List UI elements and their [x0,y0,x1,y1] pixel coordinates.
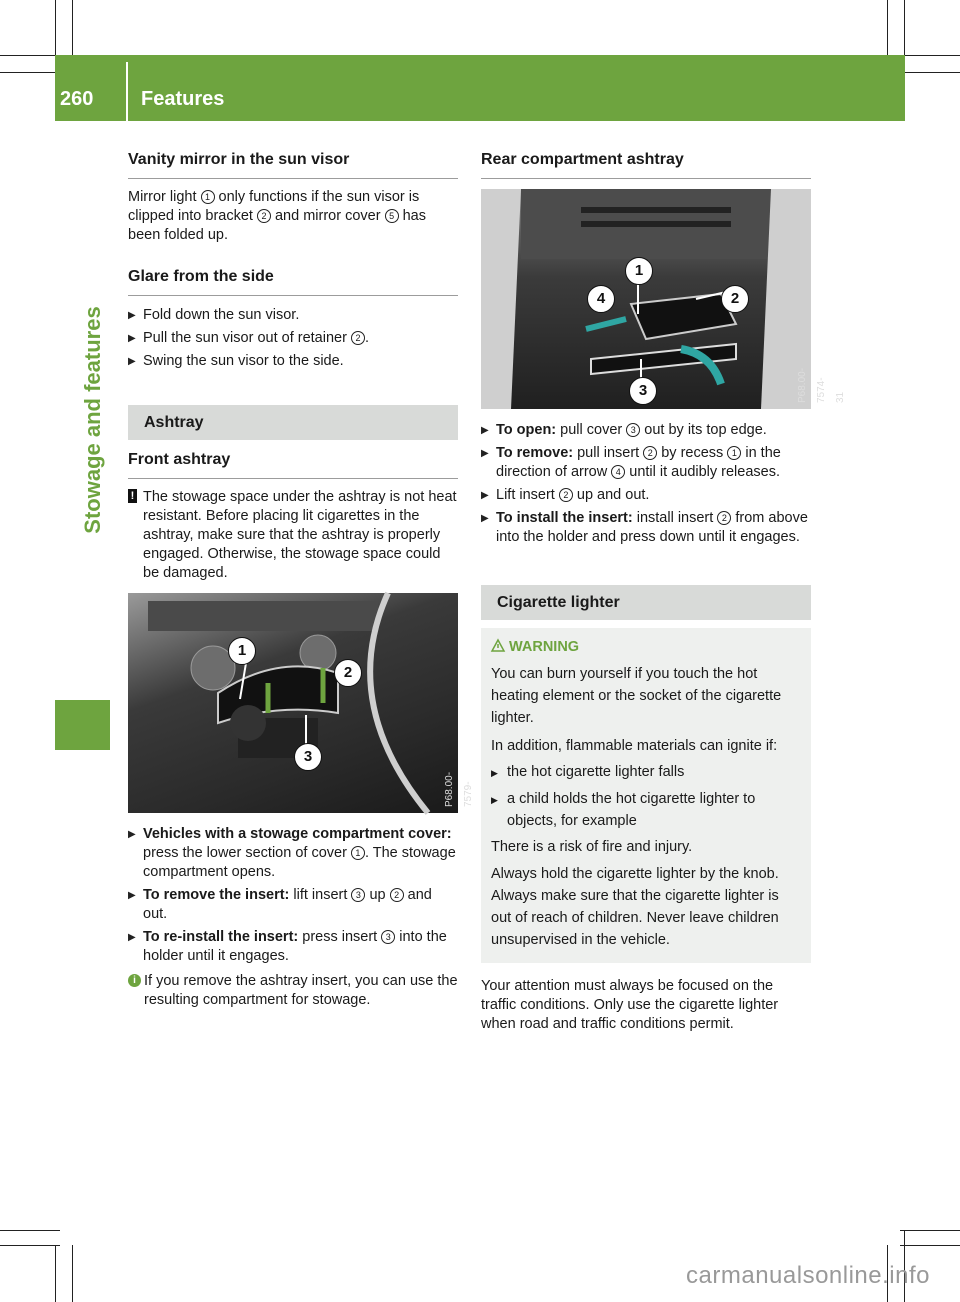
notice-icon: ! [128,489,137,503]
photo-reference: P68.00-7574-31 [797,367,846,403]
front-step-3: ▶ To re-install the insert: press insert 3 into the holder until it engages. [128,928,458,966]
front-step-2: ▶ To remove the insert: lift insert 3 up 2 and out. [128,886,458,924]
warning-text-3: There is a risk of fire and injury. [491,839,693,855]
crop-mark [887,0,888,60]
side-section-label: Stowage and features [80,306,105,534]
photo-callout-3: 3 [629,377,657,405]
warning-box [481,628,811,963]
watermark: carmanualsonline.info [686,1262,930,1289]
rear-step-4: ▶ To install the insert: install insert 2 from above into the holder and press down until it engages. [481,509,811,547]
crop-mark [904,0,905,60]
rear-step-3: ▶ Lift insert 2 up and out. [481,486,811,505]
crop-mark [900,72,960,73]
rear-step-2: ▶ To remove: pull insert 2 by recess 1 in the direction of arrow 4 until it audibly releases. [481,444,811,482]
crop-mark [900,55,960,56]
crop-mark [0,1245,60,1246]
photo-callout-4: 4 [587,285,615,313]
right-column [481,150,846,1034]
warning-triangle-icon [491,639,505,652]
warning-text-1: You can burn yourself if you touch the hot heating element or the socket of the cigarette lighter. [491,666,782,726]
callout-number: 2 [559,488,573,502]
front-ashtray-photo [128,593,474,813]
side-tab-marker [55,700,110,750]
header-divider [126,62,128,122]
photo-callout-3: 3 [294,743,322,771]
front-ashtray-illustration [128,593,458,813]
crop-mark [55,1245,56,1302]
crop-mark [55,0,56,60]
rear-ashtray-photo [481,189,846,409]
callout-number: 2 [717,511,731,525]
cigarette-lighter-heading: Cigarette lighter [481,585,811,620]
left-column [128,150,474,1010]
vanity-heading: Vanity mirror in the sun visor [128,150,458,179]
callout-number: 1 [727,446,741,460]
callout-number: 2 [643,446,657,460]
glare-step-2: ▶ Pull the sun visor out of retainer 2 . [128,329,458,348]
info-icon: i [128,974,141,987]
crop-mark [0,55,60,56]
crop-mark [0,72,60,73]
callout-number: 3 [626,423,640,437]
callout-number: 2 [257,209,271,223]
callout-number: 1 [201,190,215,204]
photo-callout-2: 2 [334,659,362,687]
crop-mark [900,1230,960,1231]
ashtray-section-heading: Ashtray [128,405,458,440]
photo-reference: P68.00-7579- [444,771,474,807]
photo-callout-1: 1 [625,257,653,285]
lighter-attention-text: Your attention must always be focused on the traffic conditions. Only use the cigarette lighter when road and traffic conditions permit. [481,978,779,1032]
side-section-title [68,120,118,720]
glare-step-1: ▶ Fold down the sun visor. [128,306,458,325]
warning-bullet-2: ▶ a child holds the hot cigarette lighter to objects, for example [491,788,801,832]
photo-callout-1: 1 [228,637,256,665]
warning-text-4: Always hold the cigarette lighter by the knob. Always make sure that the cigarette lighter is out of reach of children. Never leave children unsupervised in the vehicle. [491,866,779,948]
callout-number: 2 [390,888,404,902]
vanity-text: Mirror light 1 only functions if the sun visor is clipped into bracket 2 and mirror cover 5 has been folded up. [128,189,427,243]
front-ashtray-heading: Front ashtray [128,450,458,479]
rear-step-1: ▶ To open: pull cover 3 out by its top edge. [481,421,811,440]
info-text: i If you remove the ashtray insert, you can use the resulting compartment for stowage. [128,972,458,1010]
callout-number: 4 [611,465,625,479]
rear-ashtray-illustration [481,189,811,409]
callout-number: 2 [351,331,365,345]
chapter-title: Features [141,88,225,110]
callout-number: 3 [351,888,365,902]
warning-bullet-1: ▶ the hot cigarette lighter falls [491,763,801,782]
crop-mark [72,1245,73,1302]
warning-title: WARNING [491,638,801,657]
callout-number: 3 [381,930,395,944]
glare-heading: Glare from the side [128,267,458,296]
warning-text-2: In addition, flammable materials can ignite if: [491,738,778,754]
crop-mark [72,0,73,60]
crop-mark [0,1230,60,1231]
photo-callout-2: 2 [721,285,749,313]
glare-step-3: ▶ Swing the sun visor to the side. [128,352,458,371]
rear-ashtray-heading: Rear compartment ashtray [481,150,811,179]
page-number: 260 [60,88,94,110]
notice-text: ! The stowage space under the ashtray is not heat resistant. Before placing lit cigarettes in the ashtray, make sure that the ashtray is properly engaged. Otherwise, the stowage space could be damaged. [128,488,458,583]
callout-number: 1 [351,846,365,860]
front-step-1: ▶ Vehicles with a stowage compartment cover: press the lower section of cover 1 . The stowage compartment opens. [128,825,458,882]
crop-mark [900,1245,960,1246]
callout-number: 5 [385,209,399,223]
